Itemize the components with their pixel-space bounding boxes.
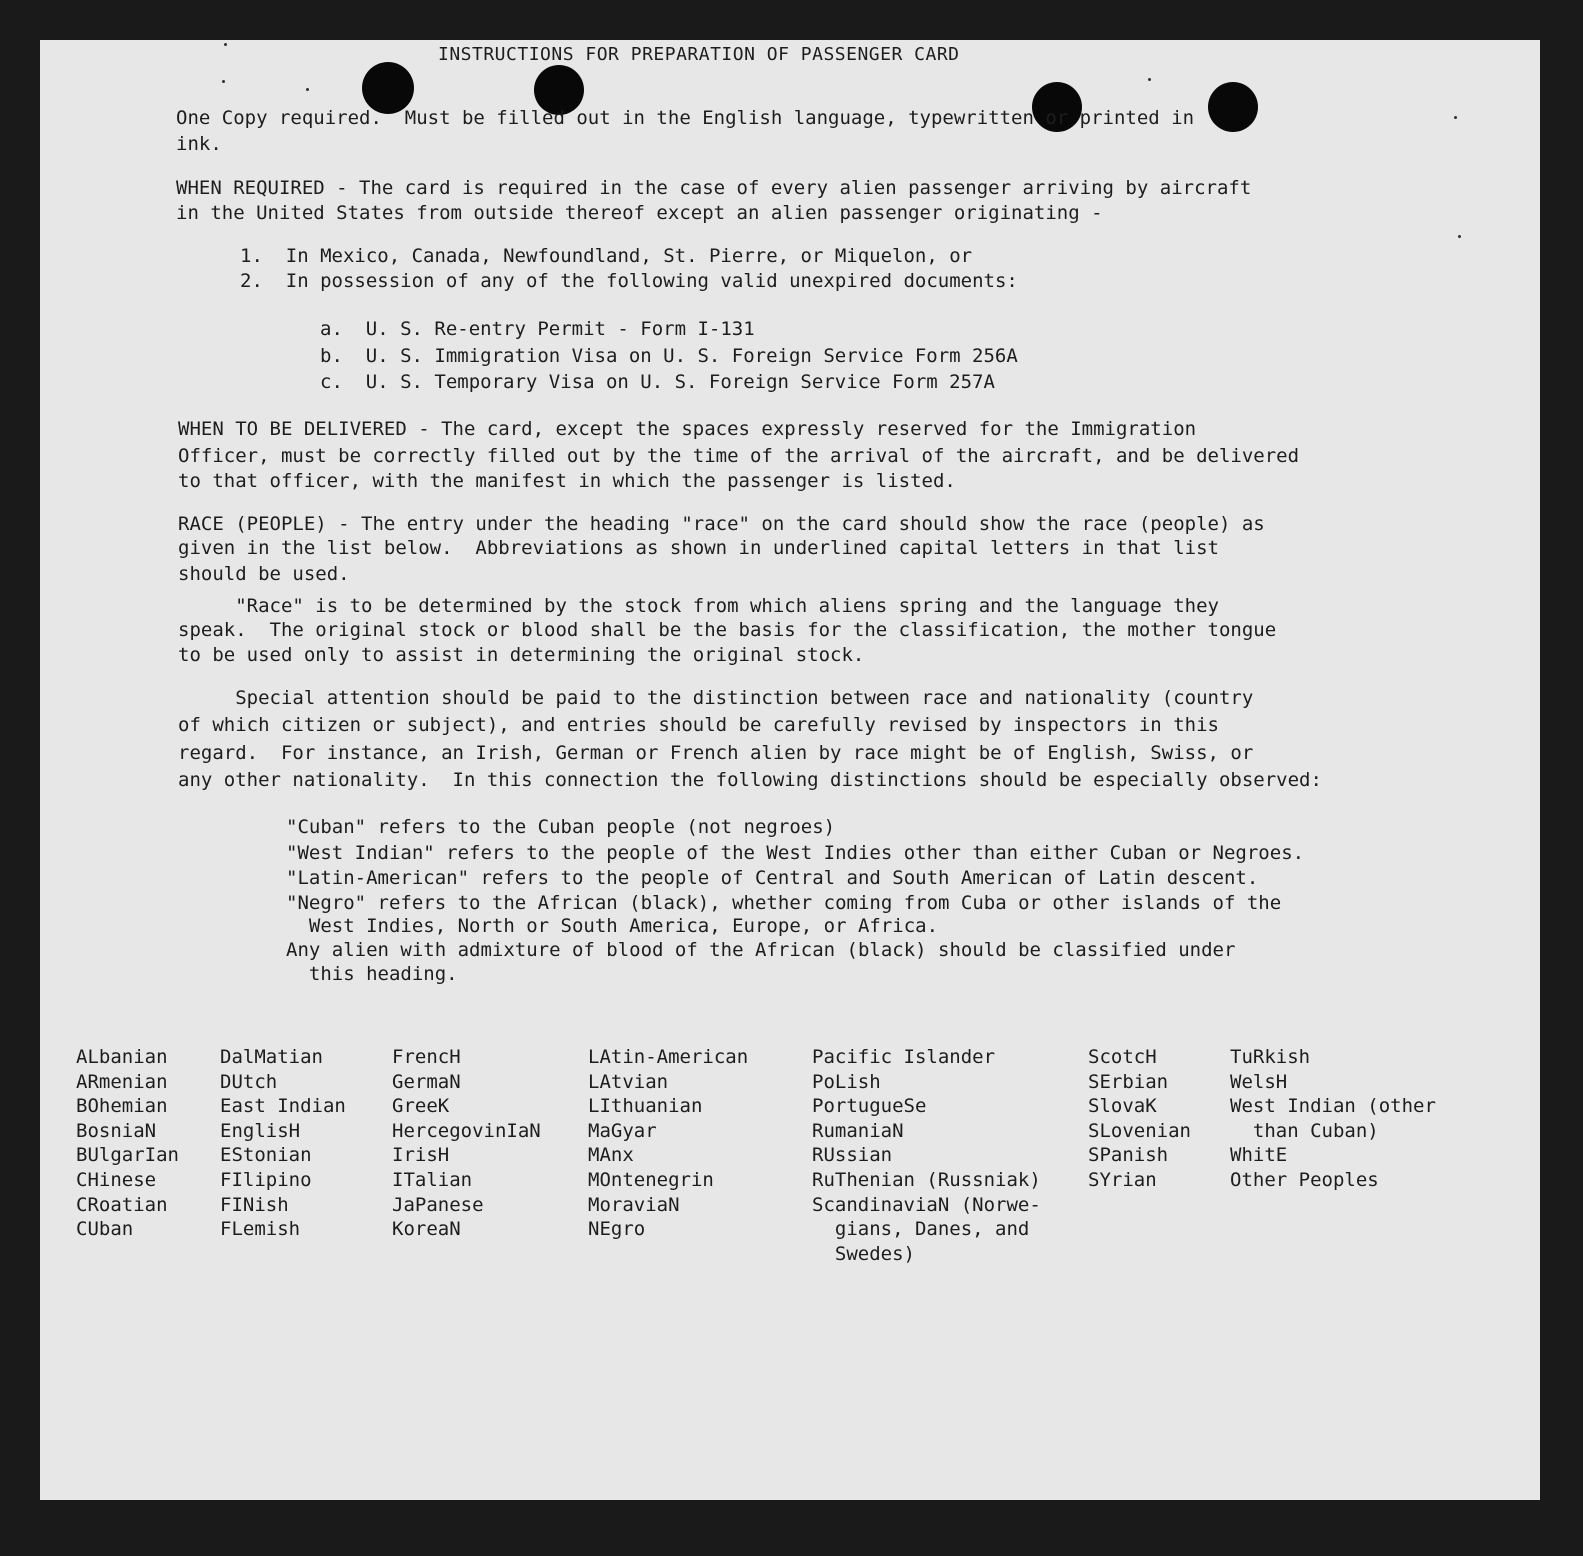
race-item: EnglisH bbox=[220, 1119, 301, 1142]
race-item: SYrian bbox=[1088, 1168, 1157, 1191]
race-item: IrisH bbox=[392, 1144, 450, 1167]
when-delivered-line: WHEN TO BE DELIVERED - The card, except the spaces expressly reserved for the Immigration bbox=[178, 418, 1197, 440]
race-column bbox=[1230, 1045, 1436, 1193]
race-column bbox=[220, 1045, 346, 1242]
race-item: ALbanian bbox=[76, 1046, 168, 1068]
race-item: WhitE bbox=[1230, 1144, 1288, 1167]
document-item: c. U. S. Temporary Visa on U. S. Foreign Service Form 257A bbox=[320, 371, 995, 393]
race-item: GreeK bbox=[392, 1095, 450, 1118]
race-item: LAtin-American bbox=[588, 1046, 749, 1068]
race-item: ScandinaviaN (Norwe- bbox=[812, 1193, 1041, 1216]
race-item: RumaniaN bbox=[812, 1119, 904, 1142]
when-required-line: WHEN REQUIRED - The card is required in the case of every alien passenger arriving by aircraft bbox=[176, 177, 1252, 199]
race-people-line: RACE (PEOPLE) - The entry under the heading "race" on the card should show the race (people) as bbox=[178, 513, 1265, 535]
race-column bbox=[812, 1045, 1041, 1266]
race-item: BUlgarIan bbox=[76, 1144, 179, 1167]
special-attention-line: any other nationality. In this connection the following distinctions should be especially observed: bbox=[178, 769, 1322, 791]
race-item: EStonian bbox=[220, 1144, 312, 1167]
race-item: MoraviaN bbox=[588, 1193, 680, 1216]
distinction-line: this heading. bbox=[286, 963, 458, 985]
race-item: SlovaK bbox=[1088, 1095, 1157, 1118]
race-item: DalMatian bbox=[220, 1046, 323, 1068]
race-item: gians, Danes, and bbox=[812, 1218, 1030, 1241]
race-item: SLovenian bbox=[1088, 1119, 1191, 1142]
race-item: CHinese bbox=[76, 1168, 157, 1191]
special-attention-line: Special attention should be paid to the distinction between race and nationality (country bbox=[178, 687, 1254, 709]
race-item: FLemish bbox=[220, 1218, 301, 1241]
race-item: TuRkish bbox=[1230, 1046, 1311, 1068]
distinction-line: "Cuban" refers to the Cuban people (not negroes) bbox=[286, 816, 836, 838]
race-item: ScotcH bbox=[1088, 1046, 1157, 1068]
exception-item: 2. In possession of any of the following valid unexpired documents: bbox=[240, 270, 1018, 292]
race-column bbox=[392, 1045, 541, 1242]
special-attention-line: of which citizen or subject), and entries should be carefully revised by inspectors in this bbox=[178, 714, 1219, 736]
race-item: Pacific Islander bbox=[812, 1046, 996, 1068]
race-item: CRoatian bbox=[76, 1193, 168, 1216]
when-delivered-line: to that officer, with the manifest in which the passenger is listed. bbox=[178, 470, 956, 492]
race-item: ARmenian bbox=[76, 1070, 168, 1093]
when-required-line: in the United States from outside thereof except an alien passenger originating - bbox=[176, 202, 1103, 224]
race-item: SErbian bbox=[1088, 1070, 1169, 1093]
race-item: West Indian (other bbox=[1230, 1095, 1436, 1118]
distinction-line: Any alien with admixture of blood of the African (black) should be classified under bbox=[286, 939, 1236, 961]
race-people-line: should be used. bbox=[178, 563, 350, 585]
race-item: NEgro bbox=[588, 1218, 646, 1241]
document-item: b. U. S. Immigration Visa on U. S. Foreign Service Form 256A bbox=[320, 345, 1018, 367]
document-text bbox=[40, 40, 1540, 1500]
race-item: MOntenegrin bbox=[588, 1168, 714, 1191]
distinction-line: "West Indian" refers to the people of the West Indies other than either Cuban or Negroes. bbox=[286, 842, 1305, 864]
distinction-line: West Indies, North or South America, Europe, or Africa. bbox=[286, 915, 939, 937]
distinction-line: "Negro" refers to the African (black), whether coming from Cuba or other islands of the bbox=[286, 892, 1282, 914]
race-item: ITalian bbox=[392, 1168, 473, 1191]
intro-line: One Copy required. Must be filled out in the English language, typewritten or printed in bbox=[176, 107, 1195, 129]
special-attention-line: regard. For instance, an Irish, German or French alien by race might be of English, Swiss, or bbox=[178, 742, 1254, 764]
race-item: DUtch bbox=[220, 1070, 278, 1093]
race-item: SPanish bbox=[1088, 1144, 1169, 1167]
intro-line: ink. bbox=[176, 133, 222, 155]
race-item: CUban bbox=[76, 1218, 134, 1241]
race-item: MAnx bbox=[588, 1144, 634, 1167]
document-page bbox=[40, 40, 1540, 1500]
race-item: MaGyar bbox=[588, 1119, 657, 1142]
race-definition-line: speak. The original stock or blood shall be the basis for the classification, the mother tongue bbox=[178, 619, 1277, 641]
race-item: Other Peoples bbox=[1230, 1168, 1379, 1191]
race-item: LIthuanian bbox=[588, 1095, 703, 1118]
exception-item: 1. In Mexico, Canada, Newfoundland, St. Pierre, or Miquelon, or bbox=[240, 245, 973, 267]
race-item: PortugueSe bbox=[812, 1095, 927, 1118]
race-item: GermaN bbox=[392, 1070, 461, 1093]
race-item: East Indian bbox=[220, 1095, 346, 1118]
race-item: than Cuban) bbox=[1230, 1119, 1379, 1142]
race-item: BOhemian bbox=[76, 1095, 168, 1118]
document-item: a. U. S. Re-entry Permit - Form I-131 bbox=[320, 318, 755, 340]
race-item: LAtvian bbox=[588, 1070, 669, 1093]
race-column bbox=[1088, 1045, 1191, 1193]
when-delivered-line: Officer, must be correctly filled out by the time of the arrival of the aircraft, and be delivered bbox=[178, 445, 1300, 467]
race-item: WelsH bbox=[1230, 1070, 1288, 1093]
race-item: PoLish bbox=[812, 1070, 881, 1093]
race-item: RuThenian (Russniak) bbox=[812, 1168, 1041, 1191]
race-item: Swedes) bbox=[812, 1242, 915, 1265]
race-item: BosniaN bbox=[76, 1119, 157, 1142]
distinction-line: "Latin-American" refers to the people of Central and South American of Latin descent. bbox=[286, 867, 1259, 889]
race-item: FIlipino bbox=[220, 1168, 312, 1191]
race-item: RUssian bbox=[812, 1144, 893, 1167]
page-title: INSTRUCTIONS FOR PREPARATION OF PASSENGER CARD bbox=[438, 44, 960, 65]
race-people-line: given in the list below. Abbreviations as shown in underlined capital letters in that list bbox=[178, 537, 1219, 559]
race-item: FrencH bbox=[392, 1046, 461, 1068]
race-definition-line: to be used only to assist in determining the original stock. bbox=[178, 644, 865, 666]
race-item: KoreaN bbox=[392, 1218, 461, 1241]
race-item: FINish bbox=[220, 1193, 289, 1216]
race-column bbox=[76, 1045, 179, 1242]
race-item: HercegovinIaN bbox=[392, 1119, 541, 1142]
race-column bbox=[588, 1045, 748, 1242]
race-item: JaPanese bbox=[392, 1193, 484, 1216]
race-definition-line: "Race" is to be determined by the stock from which aliens spring and the language they bbox=[178, 595, 1219, 617]
